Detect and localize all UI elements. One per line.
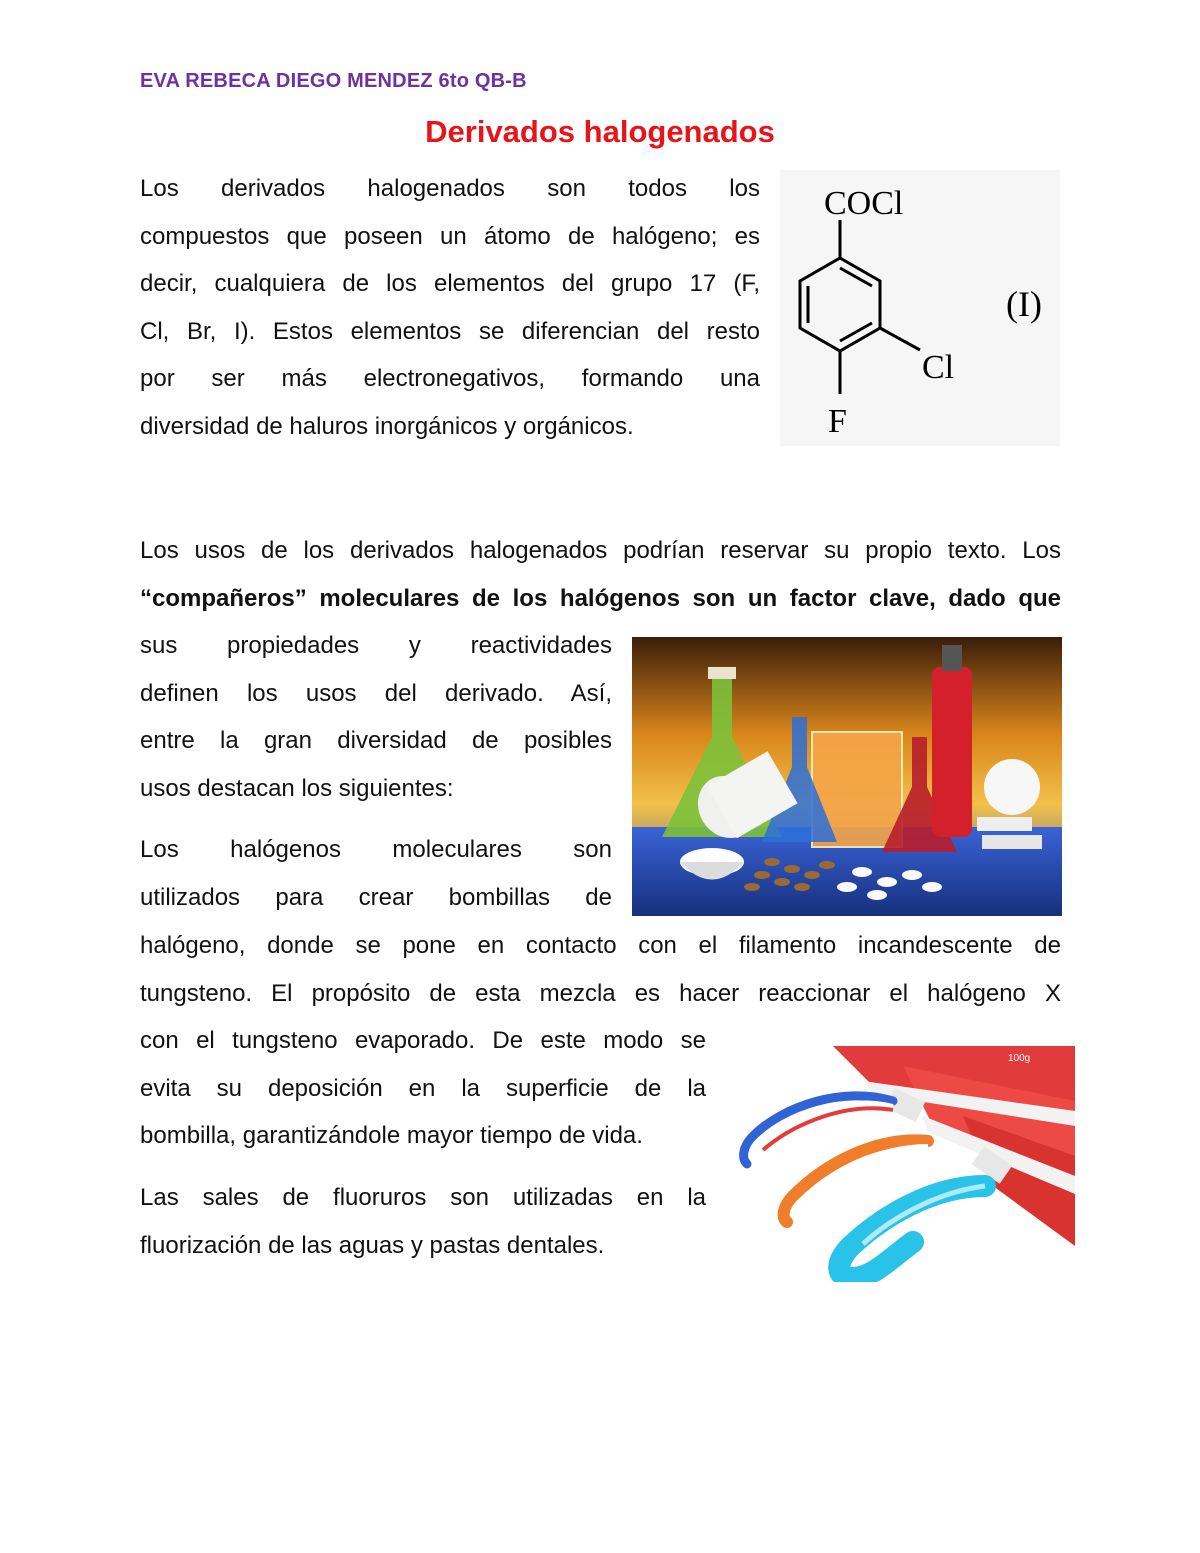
compound-number-label: (I)	[1006, 284, 1042, 324]
text-line: evita su deposición en la superficie de la	[140, 1074, 706, 1102]
lab-glassware-photo	[632, 637, 1062, 916]
molecule-figure	[780, 170, 1060, 446]
fluoride-paragraph	[140, 1174, 706, 1269]
text-line: tungsteno. El propósito de esta mezcla es hacer reaccionar el halógeno X	[140, 979, 1061, 1007]
toothpaste-tubes-icon	[723, 1046, 1075, 1282]
text-line: bombilla, garantizándole mayor tiempo de vida.	[140, 1122, 643, 1149]
text-line-bold: “compañeros” moleculares de los halógenos son un factor clave, dado que	[140, 584, 1061, 612]
text-line: entre la gran diversidad de posibles	[140, 727, 612, 754]
uses-paragraph	[140, 527, 1061, 622]
page-title: Derivados halogenados	[425, 114, 775, 149]
cocl-label: COCl	[824, 185, 904, 222]
text-line: Los usos de los derivados halogenados podrían reservar su propio texto. Los	[140, 537, 1061, 564]
f-label: F	[828, 403, 847, 440]
bulbs-paragraph-full	[140, 922, 1061, 1017]
laboratory-glassware-icon	[632, 637, 1062, 916]
text-line: sus propiedades y reactividades	[140, 632, 612, 659]
text-line: halógeno, donde se pone en contacto con el filamento incandescente de	[140, 932, 1061, 959]
text-line: definen los usos del derivado. Así,	[140, 679, 612, 707]
text-line: Los derivados halogenados son todos los	[140, 175, 760, 202]
intro-paragraph	[140, 165, 760, 450]
text-line: diversidad de haluros inorgánicos y orgánicos.	[140, 412, 634, 440]
text-line: Las sales de fluoruros son utilizadas en la	[140, 1184, 706, 1211]
text-line: compuestos que poseen un átomo de halógeno; es	[140, 222, 760, 250]
bulbs-paragraph	[140, 826, 612, 921]
author-line: EVA REBECA DIEGO MENDEZ 6to QB-B	[140, 70, 527, 92]
text-line: fluorización de las aguas y pastas dentales.	[140, 1231, 605, 1259]
text-line: Los halógenos moleculares son	[140, 836, 612, 863]
text-line: con el tungsteno evaporado. De este modo se	[140, 1027, 706, 1054]
text-line: por ser más electronegativos, formando una	[140, 365, 760, 392]
benzoyl-chloride-structure	[780, 170, 1060, 446]
bulbs-paragraph-end	[140, 1017, 706, 1160]
toothpaste-photo	[723, 1046, 1075, 1282]
text-line: usos destacan los siguientes:	[140, 774, 454, 802]
uses-continuation	[140, 622, 612, 812]
text-line: decir, cualquiera de los elementos del grupo 17 (F,	[140, 270, 760, 297]
text-line: utilizados para crear bombillas de	[140, 883, 612, 911]
cl-label: Cl	[922, 349, 955, 386]
text-line: Cl, Br, I). Estos elementos se diferencian del resto	[140, 317, 760, 345]
tube-label: 100g	[1008, 1053, 1031, 1064]
